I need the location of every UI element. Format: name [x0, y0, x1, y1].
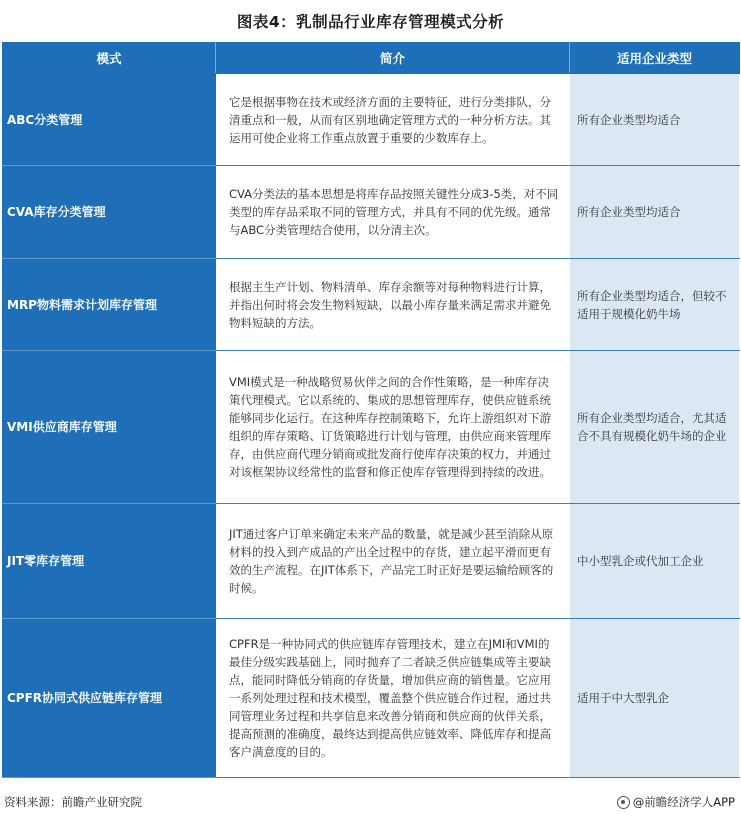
table-row [3, 619, 740, 778]
enterprise-type-cell: 所有企业类型均适合，尤其适合不具有规模化奶牛场的企业 [570, 351, 740, 504]
table-row [3, 166, 740, 259]
description-cell: JIT通过客户订单来确定未来产品的数量，就是减少甚至消除从原材料的投入到产成品的产出全过程中的存货，建立起平滑而更有效的生产流程。在JIT体系下，产品完工时正好是要运输给顾客的时候。 [216, 504, 570, 619]
table-row [3, 259, 740, 351]
inventory-mode-table [2, 42, 740, 778]
mode-cell: CVA库存分类管理 [3, 166, 216, 259]
enterprise-type-cell: 中小型乳企或代加工企业 [570, 504, 740, 619]
enterprise-type-cell: 适用于中大型乳企 [570, 619, 740, 778]
brand-logo-icon [617, 796, 630, 809]
description-cell: 根据主生产计划、物料清单、库存余额等对每种物料进行计算，并指出何时将会发生物料短缺，以最小库存量来满足需求并避免物料短缺的方法。 [216, 259, 570, 351]
source-note: 资料来源：前瞻产业研究院 [4, 795, 142, 809]
page-title: 图表4：乳制品行业库存管理模式分析 [236, 13, 505, 31]
description-cell: CPFR是一种协同式的供应链库存管理技术，建立在JMI和VMI的最佳分级实践基础上，同时抛弃了二者缺乏供应链集成等主要缺点，能同时降低分销商的存货量，增加供应商的销售量。它应用一系列处理过程和技术模型，覆盖整个供应链合作过程，通过共同管理业务过程和共享信息来改善分销商和供应商的伙伴关系，提高预测的准确度，最终达到提高供应链效率、降低库存和提高客户满意度的目的。 [216, 619, 570, 778]
brand-credit-text: @前瞻经济学人APP [632, 795, 735, 809]
enterprise-type-cell: 所有企业类型均适合 [570, 74, 740, 166]
header-description: 简介 [216, 43, 570, 74]
mode-cell: CPFR协同式供应链库存管理 [3, 619, 216, 778]
brand-credit [617, 794, 735, 810]
table-row [3, 74, 740, 166]
mode-cell: JIT零库存管理 [3, 504, 216, 619]
table-header-row [3, 43, 740, 74]
enterprise-type-cell: 所有企业类型均适合，但较不适用于规模化奶牛场 [570, 259, 740, 351]
description-cell: 它是根据事物在技术或经济方面的主要特征，进行分类排队，分清重点和一般，从而有区别地确定管理方式的一种分析方法。其运用可使企业将工作重点放置于重要的少数库存上。 [216, 74, 570, 166]
mode-cell: MRP物料需求计划库存管理 [3, 259, 216, 351]
header-enterprise-type: 适用企业类型 [570, 43, 740, 74]
description-cell: CVA分类法的基本思想是将库存品按照关键性分成3-5类，对不同类型的库存品采取不同的管理方式，并具有不同的优先级。通常与ABC分类管理结合使用，以分清主次。 [216, 166, 570, 259]
mode-cell: ABC分类管理 [3, 74, 216, 166]
mode-cell: VMI供应商库存管理 [3, 351, 216, 504]
table-row [3, 351, 740, 504]
table-row [3, 504, 740, 619]
enterprise-type-cell: 所有企业类型均适合 [570, 166, 740, 259]
header-mode: 模式 [3, 43, 216, 74]
description-cell: VMI模式是一种战略贸易伙伴之间的合作性策略，是一种库存决策代理模式。它以系统的、集成的思想管理库存，使供应链系统能够同步化运行。在这种库存控制策略下，允许上游组织对下游组织的库存策略、订货策略进行计划与管理，由供应商来管理库存，由供应商代理分销商或批发商行使库存决策的权力，并通过对该框架协议经常性的监督和修正使库存管理得到持续的改进。 [216, 351, 570, 504]
